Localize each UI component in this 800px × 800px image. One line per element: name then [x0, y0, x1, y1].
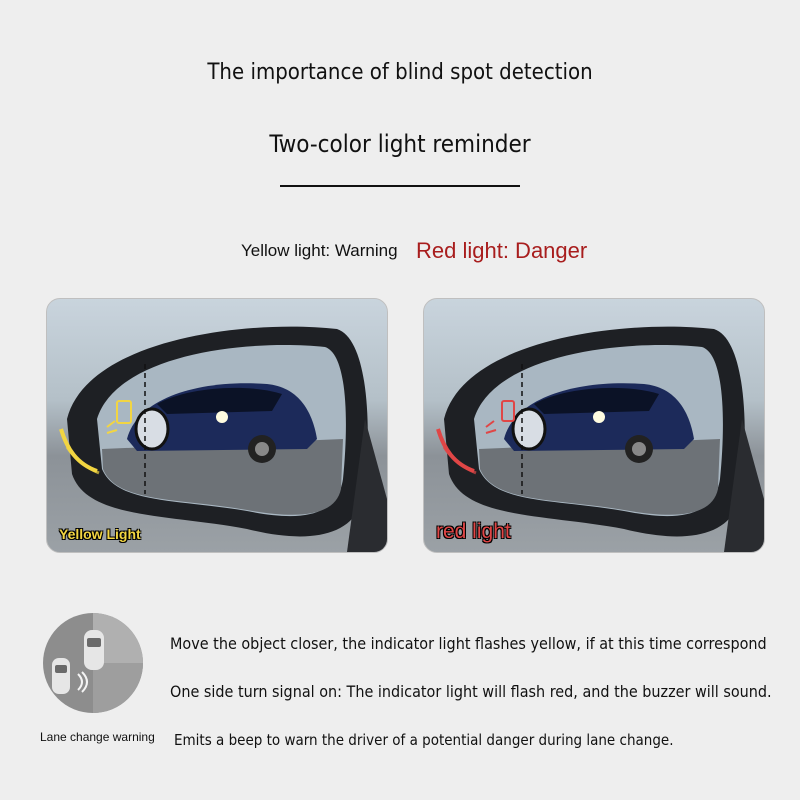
description-line: One side turn signal on: The indicator light will flash red, and the buzzer will sound. [170, 682, 772, 701]
panel-label-yellow: Yellow Light [59, 526, 141, 542]
sub-title: Two-color light reminder [269, 130, 531, 158]
description-line: Emits a beep to warn the driver of a potential danger during lane change. [174, 731, 674, 749]
panel-label-red: red light [436, 520, 511, 543]
main-title: The importance of blind spot detection [207, 60, 593, 85]
lane-change-caption: Lane change warning [40, 730, 155, 744]
description-line: Move the object closer, the indicator light flashes yellow, if at this time correspond [170, 634, 767, 653]
legend-red-danger: Red light: Danger [416, 238, 588, 263]
legend-yellow-warning: Yellow light: Warning [241, 241, 398, 260]
